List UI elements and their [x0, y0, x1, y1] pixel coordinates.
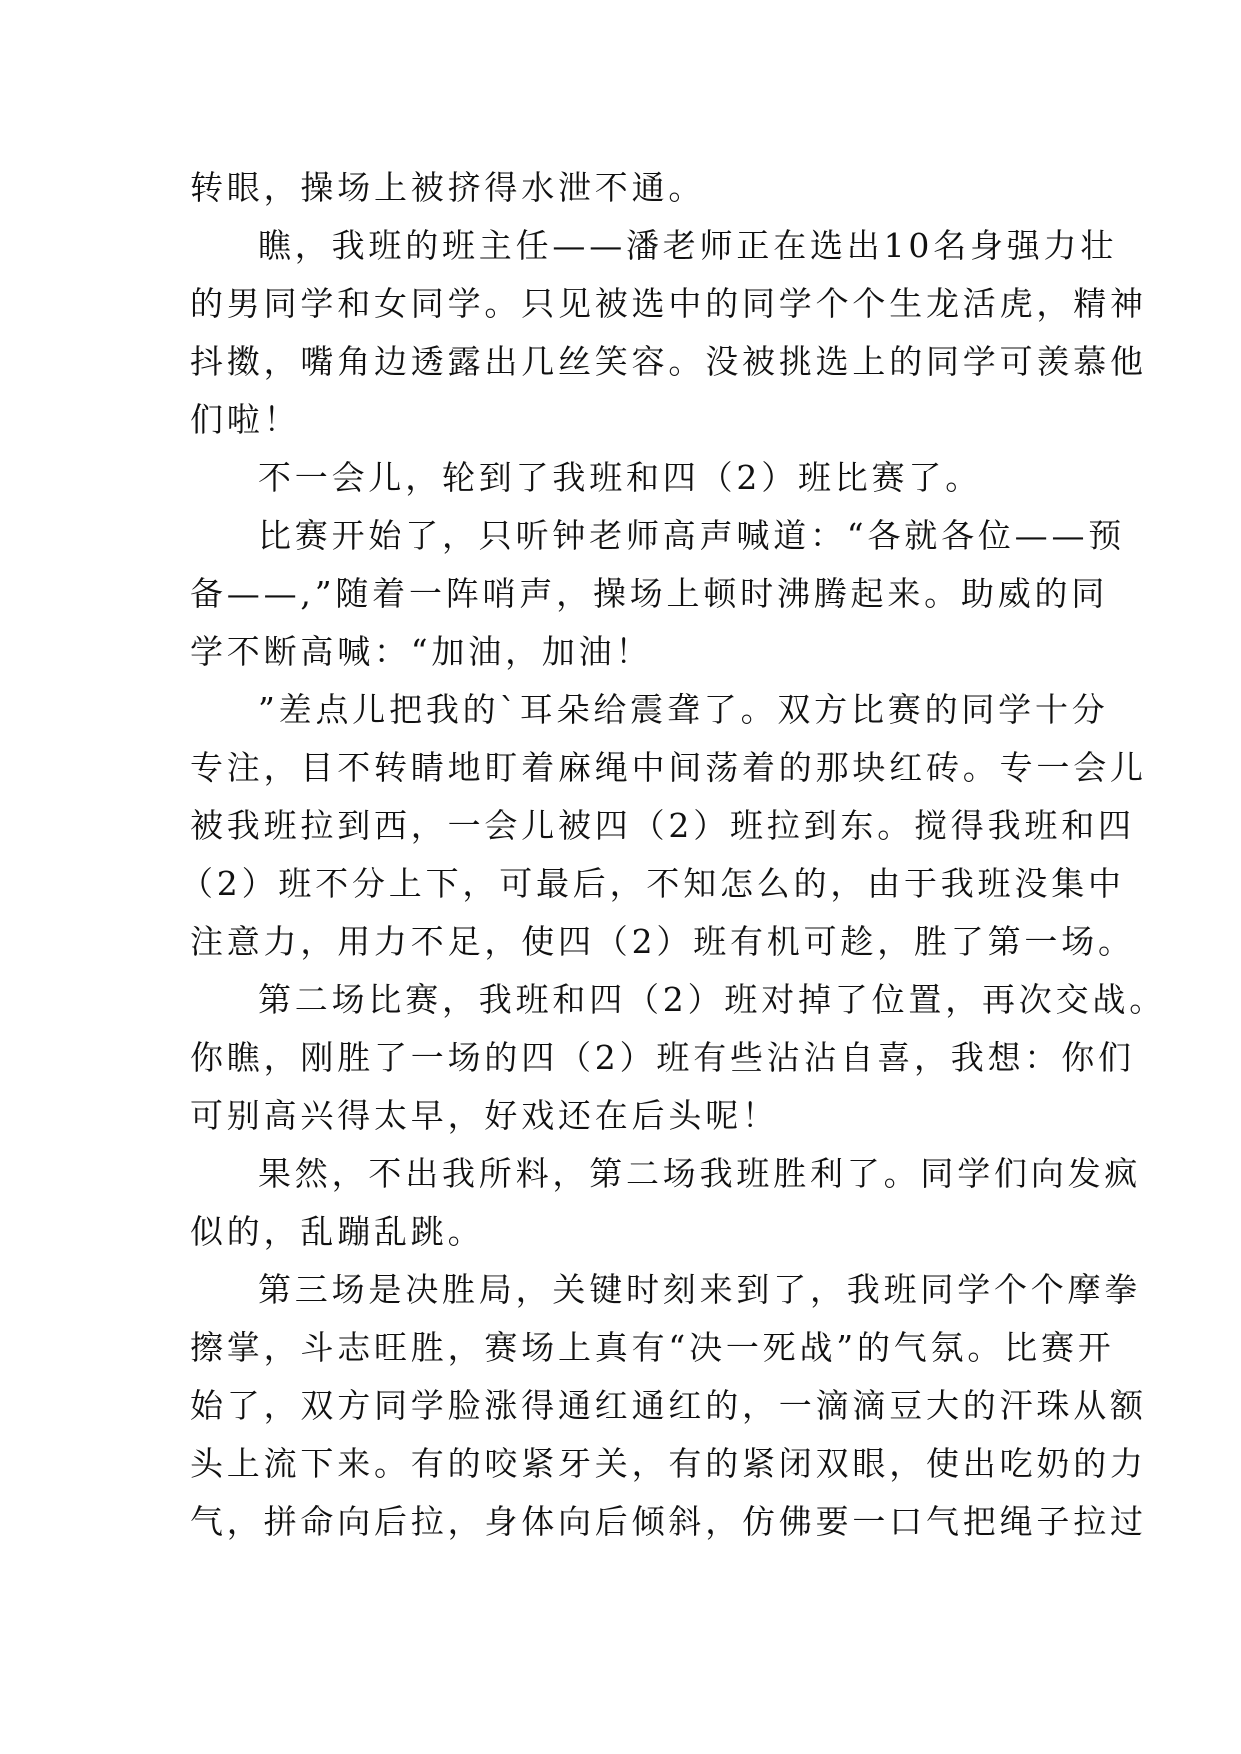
text-line: 不一会儿，轮到了我班和四（2）班比赛了。: [258, 458, 982, 497]
text-line: 比赛开始了，只听钟老师高声喊道：“各就各位——预: [258, 516, 1126, 555]
text-line: 注意力，用力不足，使四（2）班有机可趁，胜了第一场。: [190, 922, 1135, 961]
text-line: 们啦！: [190, 400, 301, 439]
text-line: 专注，目不转睛地盯着麻绳中间荡着的那块红砖。专一会儿: [190, 748, 1147, 787]
text-line: ”差点儿把我的`耳朵给震聋了。双方比赛的同学十分: [258, 690, 1109, 729]
text-line: 气，拼命向后拉，身体向后倾斜，仿佛要一口气把绳子拉过: [190, 1502, 1147, 1541]
text-line: 瞧，我班的班主任——潘老师正在选出10名身强力壮: [258, 226, 1118, 265]
text-line: 头上流下来。有的咬紧牙关，有的紧闭双眼，使出吃奶的力: [190, 1444, 1147, 1483]
text-line: 你瞧，刚胜了一场的四（2）班有些沾沾自喜，我想：你们: [190, 1038, 1135, 1077]
text-line: 可别高兴得太早，好戏还在后头呢！: [190, 1096, 779, 1135]
text-line: （2）班不分上下，可最后，不知怎么的，由于我班没集中: [180, 864, 1125, 903]
text-line: 备——,”随着一阵哨声，操场上顿时沸腾起来。助威的同: [190, 574, 1109, 613]
text-line: 果然，不出我所料，第二场我班胜利了。同学们向发疯: [258, 1154, 1142, 1193]
text-line: 被我班拉到西，一会儿被四（2）班拉到东。搅得我班和四: [190, 806, 1135, 845]
text-line: 似的，乱蹦乱跳。: [190, 1212, 485, 1251]
text-line: 第二场比赛，我班和四（2）班对掉了位置，再次交战。: [258, 980, 1166, 1019]
text-line: 抖擞，嘴角边透露出几丝笑容。没被挑选上的同学可羡慕他: [190, 342, 1147, 381]
text-line: 转眼，操场上被挤得水泄不通。: [190, 168, 706, 207]
text-line: 第三场是决胜局，关键时刻来到了，我班同学个个摩拳: [258, 1270, 1142, 1309]
text-line: 擦掌，斗志旺胜，赛场上真有“决一死战”的气氛。比赛开: [190, 1328, 1115, 1367]
text-line: 始了，双方同学脸涨得通红通红的，一滴滴豆大的汗珠从额: [190, 1386, 1147, 1425]
text-line: 学不断高喊：“加油，加油！: [190, 632, 653, 671]
text-line: 的男同学和女同学。只见被选中的同学个个生龙活虎，精神: [190, 284, 1147, 323]
